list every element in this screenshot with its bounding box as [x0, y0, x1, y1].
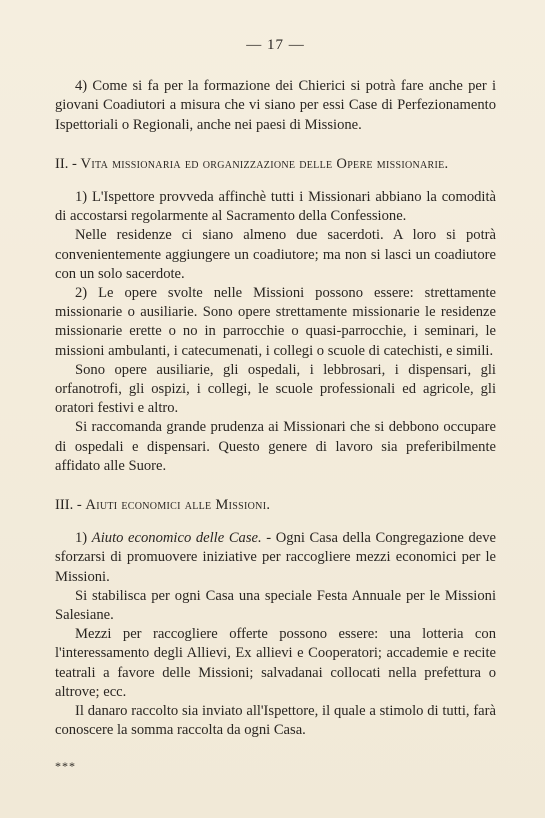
- section-3-paragraph: Il danaro raccolto sia inviato all'Ispettore, il quale a stimolo di tutti, farà conoscere la somma raccolta da ogni Casa.: [55, 703, 496, 739]
- section-2-paragraph: Nelle residenze ci siano almeno due sacerdoti. A loro si potrà convenientemente aggiungere un coadiutore; ma non si lasci un coadiutore con un solo sacerdote.: [55, 227, 496, 282]
- section-2-title: Vita missionaria ed organizzazione delle Opere missionarie.: [80, 155, 449, 172]
- page-content: [55, 36, 496, 776]
- end-mark: ***: [55, 758, 76, 773]
- section-2-number: II. -: [55, 155, 77, 172]
- section-2-paragraph: 2) Le opere svolte nelle Missioni possono essere: strettamente missionarie o ausiliarie. Sono opere strettamente missionarie le residenze missionarie erette o no in parrocchie o quasi-parrocchie, i seminari, le missioni ambulanti, i catecumenati, i collegi o scuole di catechisti, e simili.: [55, 285, 496, 359]
- section-3-p1-number: 1): [75, 530, 88, 547]
- section-3-paragraph: Mezzi per raccogliere offerte possono essere: una lotteria con l'interessamento degli Allievi, Ex allievi e Cooperatori; accademie e recite teatrali a favore delle Missioni; salvadanai collocati nella prefettura o altrove; ecc.: [55, 626, 496, 700]
- section-3-p1-italic: Aiuto economico delle Case.: [91, 530, 262, 547]
- section-3-paragraph: Si stabilisca per ogni Casa una speciale Festa Annuale per le Missioni Salesiane.: [55, 587, 496, 624]
- section-3-p1-text: - Ogni Casa della Congregazione deve sforzarsi di promuovere iniziative per raccogliere mezzi economici per le Missioni.: [55, 530, 497, 585]
- section-3-title: Aiuti economici alle Missioni.: [85, 497, 271, 514]
- section-2-heading: [55, 155, 496, 174]
- section-2-paragraph: Si raccomanda grande prudenza ai Missionari che si debbono occupare di ospedali e dispensari. Questo genere di lavoro sia preferibilmente affidato alle Suore.: [55, 419, 496, 474]
- section-2-paragraph: Sono opere ausiliarie, gli ospedali, i lebbrosari, i dispensari, gli orfanotrofi, gli ospizi, i collegi, le scuole professionali ed agricole, gli oratori festivi e altro.: [55, 361, 496, 417]
- page-number: — 17 —: [246, 37, 305, 53]
- section-3-paragraph-1: [55, 529, 496, 587]
- section-3-number: III. -: [55, 497, 82, 514]
- section-3-heading: [55, 496, 496, 515]
- section-2-paragraph: 1) L'Ispettore provveda affinchè tutti i Missionari abbiano la comodità di accostarsi regolarmente al Sacramento della Confessione.: [55, 189, 496, 225]
- paragraph-4: 4) Come si fa per la formazione dei Chierici si potrà fare anche per i giovani Coadiutori a misura che vi siano per essi Case di Perfezionamento Ispettoriali o Regionali, anche nei paesi di Missione.: [55, 78, 496, 133]
